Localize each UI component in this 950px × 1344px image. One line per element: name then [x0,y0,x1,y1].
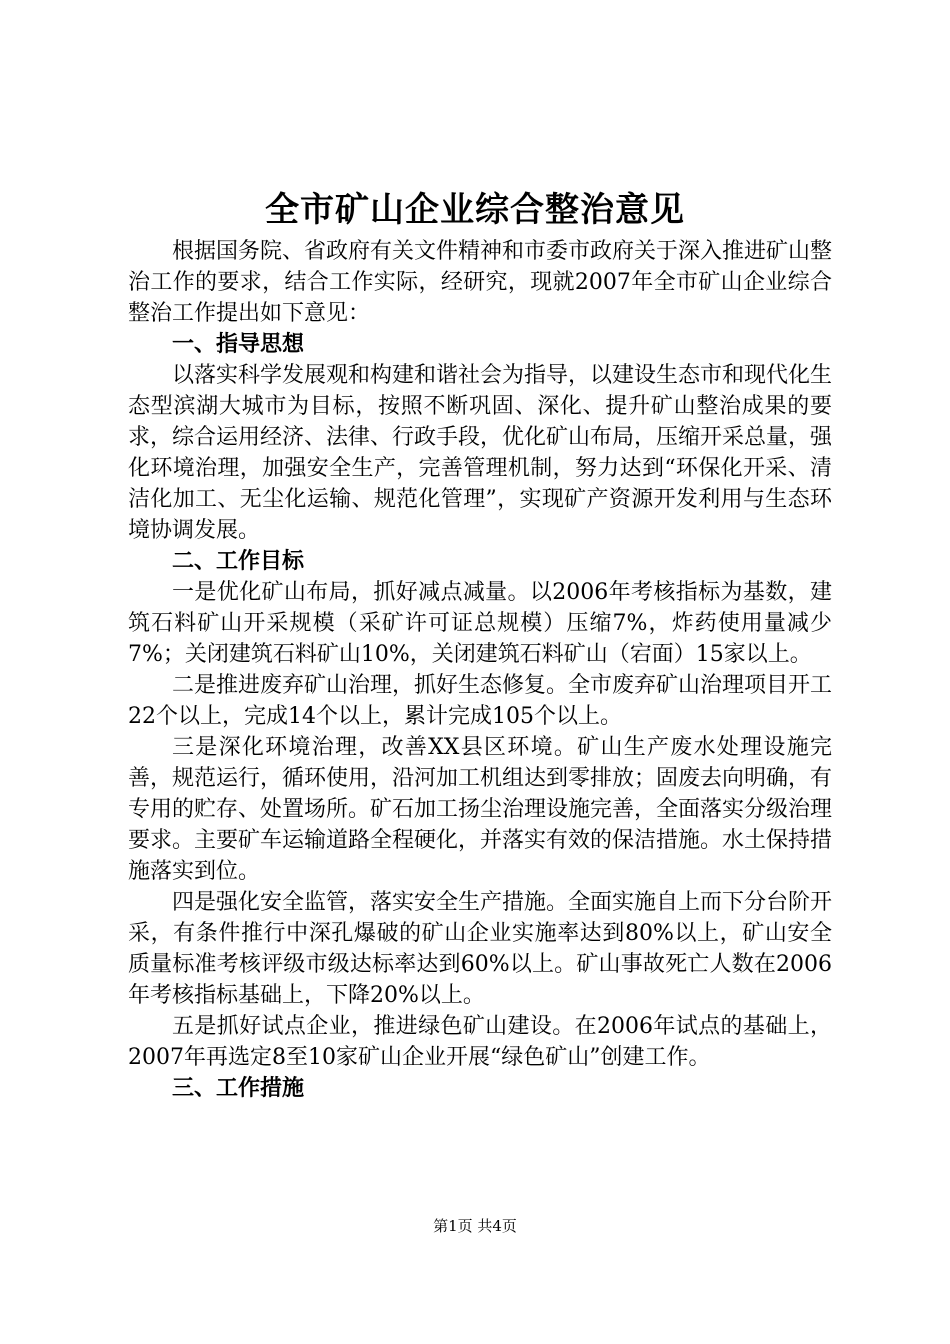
work-goal-item-4: 四是强化安全监管，落实安全生产措施。全面实施自上而下分台阶开采，有条件推行中深孔爆破的矿山企业实施率达到80%以上，矿山安全质量标准考核评级市级达标率达到60%以上。矿山事故死亡人数在2006年考核指标基础上，下降20%以上。 [128,890,833,1008]
section-heading-work-goals: 二、工作目标 [172,549,305,574]
work-goal-item-3: 三是深化环境治理，改善XX县区环境。矿山生产废水处理设施完善，规范运行，循环使用，沿河加工机组达到零排放；固废去向明确，有专用的贮存、处置场所。矿石加工扬尘治理设施完善，全面落实分级治理要求。主要矿车运输道路全程硬化，并落实有效的保洁措施。水土保持措施落实到位。 [128,735,833,884]
work-goal-item-5: 五是抓好试点企业，推进绿色矿山建设。在2006年试点的基础上，2007年再选定8至10家矿山企业开展“绿色矿山”创建工作。 [128,1014,832,1070]
document-title: 全市矿山企业综合整治意见 [265,190,685,230]
section-heading-work-measures: 三、工作措施 [172,1076,305,1101]
guiding-ideology-paragraph: 以落实科学发展观和构建和谐社会为指导，以建设生态市和现代化生态型滨湖大城市为目标，按照不断巩固、深化、提升矿山整治成果的要求，综合运用经济、法律、行政手段，优化矿山布局，压缩开采总量，强化环境治理，加强安全生产，完善管理机制，努力达到“环保化开采、清洁化加工、无尘化运输、规范化管理”，实现矿产资源开发利用与生态环境协调发展。 [128,363,833,543]
document-body [128,236,832,1104]
work-goal-item-1: 一是优化矿山布局，抓好减点减量。以2006年考核指标为基数，建筑石料矿山开采规模（采矿许可证总规模）压缩7%，炸药使用量减少7%；关闭建筑石料矿山10%，关闭建筑石料矿山（宕面）15家以上。 [128,580,832,667]
page-footer: 第1页 共4页 [433,1217,517,1235]
work-goal-item-2: 二是推进废弃矿山治理，抓好生态修复。全市废弃矿山治理项目开工22个以上，完成14个以上，累计完成105个以上。 [128,673,833,729]
intro-paragraph: 根据国务院、省政府有关文件精神和市委市政府关于深入推进矿山整治工作的要求，结合工作实际，经研究，现就2007年全市矿山企业综合整治工作提出如下意见： [128,239,833,326]
section-heading-guiding-ideology: 一、指导思想 [172,332,305,357]
